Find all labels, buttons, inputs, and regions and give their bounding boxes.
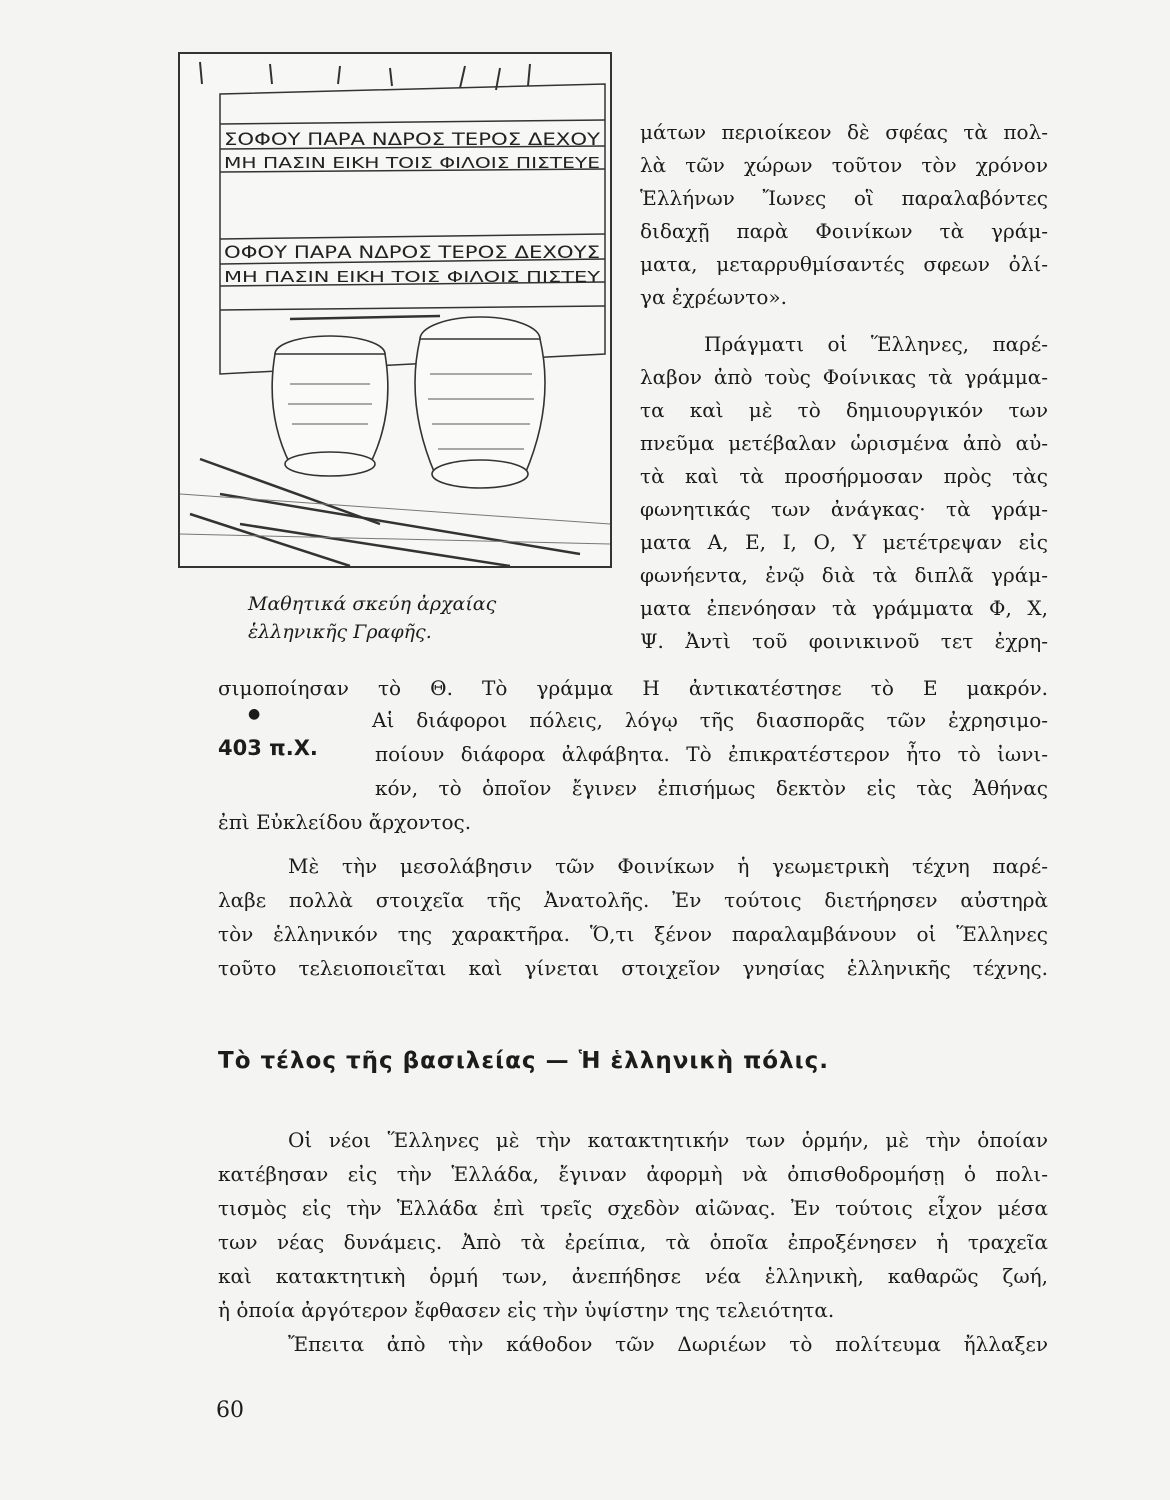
text-line: καὶ κατακτητικὴ ὁρμή των, ἀνεπήδησε νέα ἑλληνικὴ, καθαρῶς ζωή, — [218, 1264, 1048, 1288]
text-line: ποίουν διάφορα ἀλφάβητα. Τὸ ἐπικρατέστερον ἦτο τὸ ἰωνι- — [375, 742, 1048, 766]
text-line: Ἔπειτα ἀπὸ τὴν κάθοδον τῶν Δωριέων τὸ πολίτευμα ἤλλαξεν — [288, 1332, 1048, 1356]
text-line: μάτων περιοίκεον δὲ σφέας τὰ πολ- — [640, 120, 1048, 144]
text-line: πνεῦμα μετέβαλαν ὡρισμένα ἀπὸ αὐ- — [640, 431, 1048, 455]
text-line: κατέβησαν εἰς τὴν Ἑλλάδα, ἔγιναν ἀφορμὴ νὰ ὀπισθοδρομήσῃ ὁ πολι- — [218, 1162, 1048, 1186]
text-line: των νέας δυνάμεις. Ἀπὸ τὰ ἐρείπια, τὰ ὁποῖα ἐπροξένησεν ἡ τραχεῖα — [218, 1230, 1048, 1254]
caption-line: Μαθητικά σκεύη ἀρχαίας — [248, 593, 497, 615]
text-line: ματα Α, Ε, Ι, Ο, Υ μετέτρεψαν εἰς — [640, 530, 1048, 554]
inscription-line-4: ΜΗ ΠΑΣΙΝ ΕΙΚΗ ΤΟΙΣ ΦΙΛΟΙΣ ΠΙΣΤΕΥ — [224, 268, 602, 286]
text-line: διδαχῇ παρὰ Φοινίκων τὰ γράμ- — [640, 219, 1048, 243]
inscription-line-3: ΟΦΟΥ ΠΑΡΑ ΝΔΡΟΣ ΤΕΡΟΣ ΔΕΧΟΥΣ — [224, 243, 600, 263]
text-line: Μὲ τὴν μεσολάβησιν τῶν Φοινίκων ἡ γεωμετρικὴ τέχνη παρέ- — [288, 854, 1048, 878]
text-line: σιμοποίησαν τὸ Θ. Τὸ γράμμα Η ἀντικατέστησε τὸ Ε μακρόν. — [218, 676, 1048, 700]
inscription-line-2: ΜΗ ΠΑΣΙΝ ΕΙΚΗ ΤΟΙΣ ΦΙΛΟΙΣ ΠΙΣΤΕΥΕ — [224, 154, 600, 172]
section-heading: Τὸ τέλος τῆς βασιλείας — Ἡ ἑλληνικὴ πόλις. — [218, 1048, 829, 1074]
text-line: ἡ ὁποία ἀργότερον ἔφθασεν εἰς τὴν ὑψίστην της τελειότητα. — [218, 1298, 835, 1322]
text-line: ματα, μεταρρυθμίσαντές σφεων ὀλί- — [640, 252, 1048, 276]
text-line: Αἱ διάφοροι πόλεις, λόγῳ τῆς διασπορᾶς τῶν ἐχρησιμο- — [372, 708, 1048, 732]
inscription-line-1: ΣΟΦΟΥ ΠΑΡΑ ΝΔΡΟΣ ΤΕΡΟΣ ΔΕΧΟΥ — [224, 130, 601, 150]
text-line: Πράγματι οἱ Ἕλληνες, παρέ- — [704, 332, 1048, 356]
text-line: Ἑλλήνων Ἴωνες οἳ παραλαβόντες — [640, 186, 1048, 210]
text-line: Οἱ νέοι Ἕλληνες μὲ τὴν κατακτητικήν των ὁρμήν, μὲ τὴν ὁποίαν — [288, 1128, 1048, 1152]
figure-caption — [248, 590, 578, 646]
text-line: ἐπὶ Εὐκλείδου ἄρχοντος. — [218, 810, 472, 834]
text-line: γα ἐχρέωντο». — [640, 285, 787, 309]
text-line: τισμὸς εἰς τὴν Ἑλλάδα ἐπὶ τρεῖς σχεδὸν αἰῶνας. Ἐν τούτοις εἶχον μέσα — [218, 1196, 1048, 1220]
text-line: τα καὶ μὲ τὸ δημιουργικόν των — [640, 398, 1048, 422]
text-line: ματα ἐπενόησαν τὰ γράμματα Φ, Χ, — [640, 596, 1048, 620]
text-line: κόν, τὸ ὁποῖον ἔγινεν ἐπισήμως δεκτὸν εἰς τὰς Ἀθήνας — [375, 776, 1048, 800]
text-line: τὰ καὶ τὰ προσήρμοσαν πρὸς τὰς — [640, 464, 1048, 488]
page-number: 60 — [216, 1398, 244, 1423]
margin-mark: ● — [248, 706, 261, 722]
text-line: φωνητικάς των ἀνάγκας· τὰ γράμ- — [640, 497, 1048, 521]
text-line: λαβε πολλὰ στοιχεῖα τῆς Ἀνατολῆς. Ἐν τούτοις διετήρησεν αὐστηρὰ — [218, 888, 1048, 912]
writing-tools-illustration — [178, 52, 612, 568]
text-line: λὰ τῶν χώρων τοῦτον τὸν χρόνον — [640, 153, 1048, 177]
text-line: λαβον ἀπὸ τοὺς Φοίνικας τὰ γράμμα- — [640, 365, 1048, 389]
text-line: φωνήεντα, ἐνῷ διὰ τὰ διπλᾶ γράμ- — [640, 563, 1048, 587]
marginal-date: 403 π.Χ. — [218, 736, 318, 760]
caption-line: ἑλληνικῆς Γραφῆς. — [248, 621, 432, 643]
text-line: τοῦτο τελειοποιεῖται καὶ γίνεται στοιχεῖον γνησίας ἑλληνικῆς τέχνης. — [218, 956, 1048, 980]
text-line: Ψ. Ἀντὶ τοῦ φοινικινοῦ τετ ἐχρη- — [640, 629, 1048, 653]
text-line: τὸν ἑλληνικόν της χαρακτῆρα. Ὅ,τι ξένον παραλαμβάνουν οἱ Ἕλληνες — [218, 922, 1048, 946]
